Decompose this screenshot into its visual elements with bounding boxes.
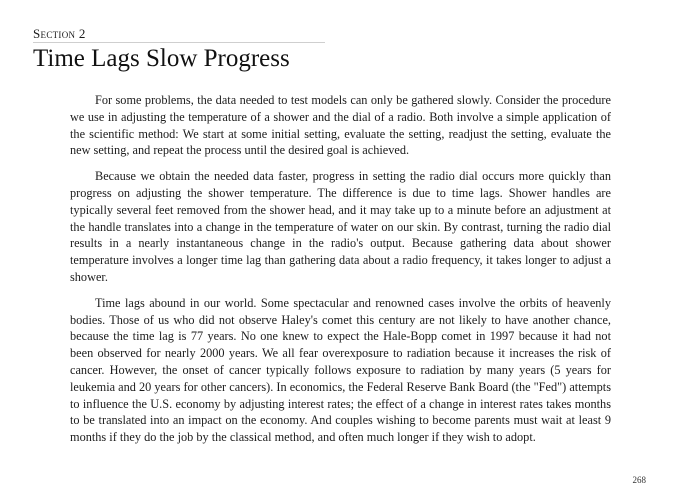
section-label: Section 2: [33, 26, 86, 41]
paragraph: For some problems, the data needed to test models can only be gathered slowly. Consider the procedure we use in adjusting the temperature of a shower and the dial of a radio. Both involve a simple application of the scientific method: We start at some initial setting, evaluate the setting, readjust the setting, evaluate the new setting, and repeat the process until the desired goal is achieved.: [70, 93, 611, 158]
section-title: Time Lags Slow Progress: [33, 45, 290, 72]
body-text: [70, 92, 611, 455]
page-number: 268: [632, 475, 646, 485]
paragraph: Because we obtain the needed data faster, progress in setting the radio dial occurs more quickly than progress on adjusting the shower temperature. The difference is due to time lags. Shower handles are typically several feet removed from the shower head, and it may take up to a minute before an adjustment at the handle translates into a change in the temperature of water on our skin. By contrast, turning the radio dial results in a nearly instantaneous change in the radio's output. Because gathering data about shower temperature involves a longer time lag than gathering data about a radio frequency, it takes longer to adjust a shower.: [70, 169, 611, 284]
paragraph: Time lags abound in our world. Some spectacular and renowned cases involve the orbits of heavenly bodies. Those of us who did not observe Haley's comet this century are not likely to have another chance, because the time lag is 77 years. No one knew to expect the Hale-Bopp comet in 1997 because it had not been observed for nearly 2000 years. We all fear overexposure to radiation because it increases the risk of cancer. However, the onset of cancer typically follows exposure to radiation by many years (5 years for leukemia and 20 years for other cancers). In economics, the Federal Reserve Bank Board (the "Fed") attempts to influence the U.S. economy by adjusting interest rates; the effect of a change in interest rates takes months to be translated into an impact on the economy. And couples wishing to become parents must wait at least 9 months if they do the job by the classical method, and often much longer if they wish to adopt.: [70, 295, 611, 445]
